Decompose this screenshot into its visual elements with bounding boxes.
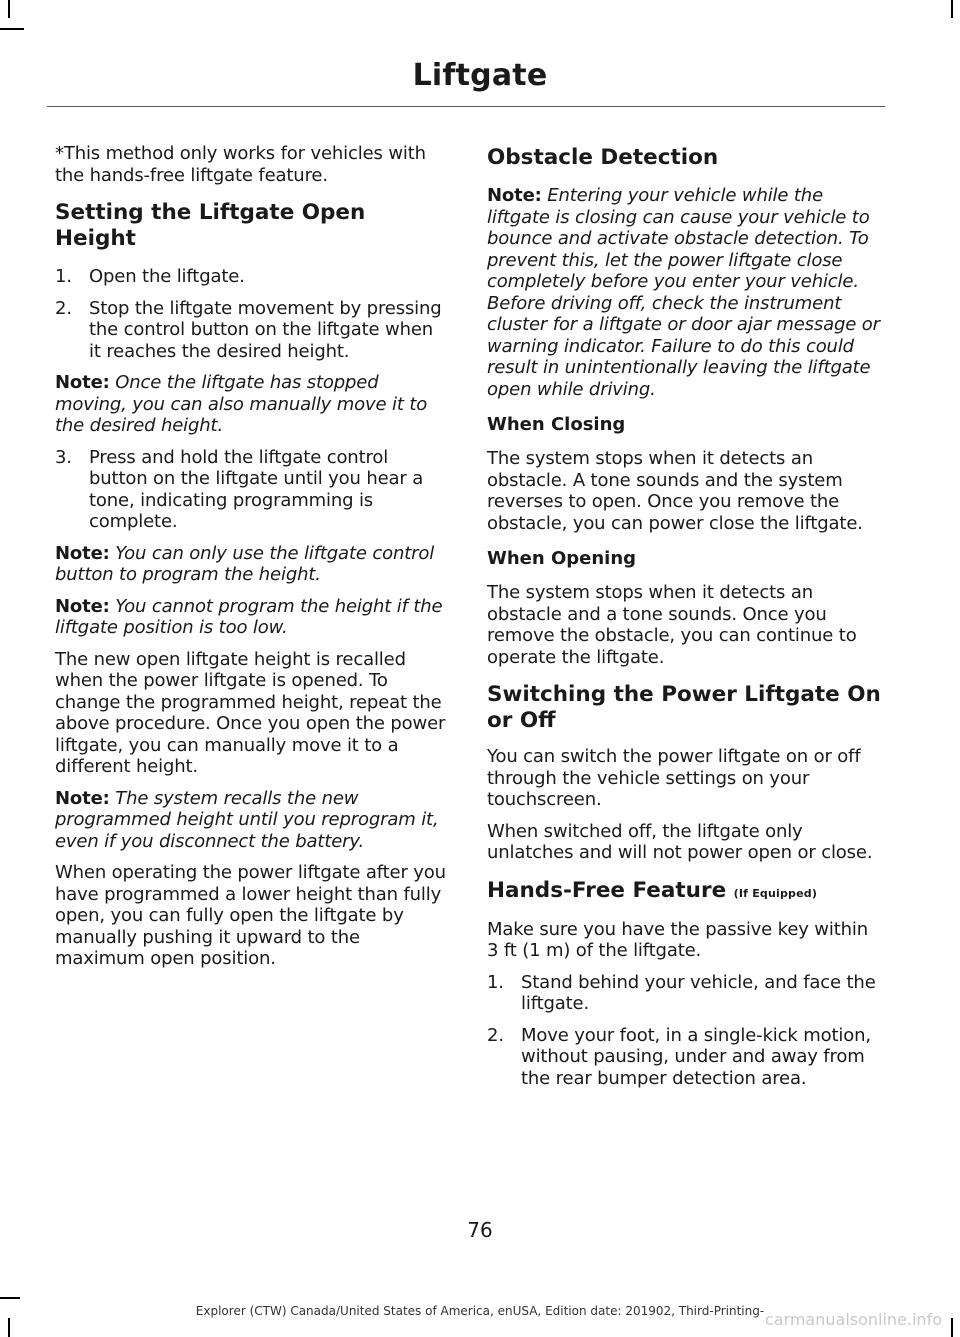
- steps-list-a: [55, 266, 450, 362]
- paragraph-opening: The system stops when it detects an obstacle and a tone sounds. Once you remove the obstacle, you can continue to operate the liftgate.: [487, 582, 857, 668]
- obstacle-note: [487, 185, 883, 400]
- paragraph-recalled: The new open liftgate height is recalled when the power liftgate is opened. To change the programmed height, repeat the above procedure. Once you open the power liftgate, you can manually move it to a different height.: [55, 648, 446, 777]
- note-3: [55, 596, 450, 639]
- note-4: [55, 788, 450, 853]
- if-equipped-label: (If Equipped): [733, 886, 818, 900]
- header-divider: [47, 106, 885, 107]
- note-label: Note:: [55, 372, 110, 393]
- step-number: 1.: [487, 971, 504, 993]
- paragraph-lower-height: When operating the power liftgate after you have programmed a lower height than fully open, you can fully open the liftgate by manually pushing it upward to the maximum open position.: [55, 862, 446, 969]
- crop-mark-top-left-v: [8, 0, 10, 18]
- note-text: You can only use the liftgate control button to program the height.: [55, 542, 435, 585]
- step-text: Stop the liftgate movement by pressing the control button on the liftgate when it reaches the desired height.: [89, 297, 442, 362]
- step-text: Stand behind your vehicle, and face the liftgate.: [521, 971, 876, 1014]
- section-heading-hands-free: [487, 878, 883, 907]
- note-text: You cannot program the height if the liftgate position is too low.: [55, 595, 443, 638]
- paragraph-switch-1: You can switch the power liftgate on or off through the vehicle settings on your touchscreen.: [487, 746, 861, 810]
- note-1: [55, 372, 450, 437]
- intro-paragraph: *This method only works for vehicles with the hands-free liftgate feature.: [55, 143, 426, 186]
- section-heading-switching: Switching the Power Liftgate On or Off: [487, 682, 881, 733]
- heading-text: Hands-Free Feature: [487, 877, 727, 903]
- crop-mark-top-left-h: [0, 28, 24, 30]
- subheading-when-closing: When Closing: [487, 414, 626, 435]
- paragraph-closing: The system stops when it detects an obstacle. A tone sounds and the system reverses to open. Once you remove the obstacle, you can power close the liftgate.: [487, 448, 863, 534]
- note-label: Note:: [55, 595, 110, 617]
- left-column: [55, 143, 450, 980]
- step-text: Move your foot, in a single-kick motion, without pausing, under and away from the rear bumper detection area.: [521, 1024, 871, 1089]
- note-label: Note:: [55, 787, 110, 809]
- note-2: [55, 543, 450, 586]
- note-label: Note:: [487, 185, 542, 206]
- watermark: carmanualsonline.info: [764, 1310, 942, 1329]
- step-number: 2.: [487, 1024, 504, 1046]
- step-number: 3.: [55, 446, 72, 468]
- section-heading-obstacle: Obstacle Detection: [487, 145, 719, 170]
- step-number: 1.: [55, 266, 72, 287]
- list-item: [487, 1025, 883, 1090]
- crop-mark-bottom-left-h: [0, 1297, 20, 1299]
- list-item: [487, 972, 883, 1015]
- step-text: Open the liftgate.: [89, 266, 245, 287]
- crop-mark-bottom-right-v: [951, 1318, 953, 1337]
- hands-free-steps: [487, 972, 883, 1090]
- page-number: 76: [467, 1218, 493, 1242]
- subheading-when-opening: When Opening: [487, 548, 637, 569]
- page-title: Liftgate: [412, 58, 548, 93]
- list-item: [55, 298, 450, 363]
- step-number: 2.: [55, 297, 72, 319]
- section-heading-open-height: Setting the Liftgate Open Height: [55, 200, 366, 251]
- right-column: [487, 145, 883, 1099]
- steps-list-b: [55, 447, 450, 533]
- note-text: The system recalls the new programmed height until you reprogram it, even if you disconnect the battery.: [55, 787, 439, 852]
- crop-mark-top-right-v: [951, 0, 953, 18]
- note-label: Note:: [55, 542, 110, 564]
- step-text: Press and hold the liftgate control button on the liftgate until you hear a tone, indicating programming is complete.: [89, 446, 424, 532]
- list-item: [55, 447, 450, 533]
- footer-edition: Explorer (CTW) Canada/United States of America, enUSA, Edition date: 201902, Third-Printing-: [195, 1304, 765, 1318]
- note-text: Once the liftgate has stopped moving, you can also manually move it to the desired height.: [55, 372, 428, 436]
- crop-mark-bottom-left-v: [8, 1318, 10, 1337]
- paragraph-hands-free: Make sure you have the passive key within 3 ft (1 m) of the liftgate.: [487, 918, 869, 961]
- list-item: [55, 266, 450, 288]
- note-text: Entering your vehicle while the liftgate is closing can cause your vehicle to bounce and activate obstacle detection. To prevent this, let the power liftgate close completely before you enter your vehicle. Before driving off, check the instrument cluster for a liftgate or door ajar message or warning indicator. Failure to do this could result in unintentionally leaving the liftgate open while driving.: [487, 185, 880, 400]
- paragraph-switch-2: When switched off, the liftgate only unlatches and will not power open or close.: [487, 820, 873, 863]
